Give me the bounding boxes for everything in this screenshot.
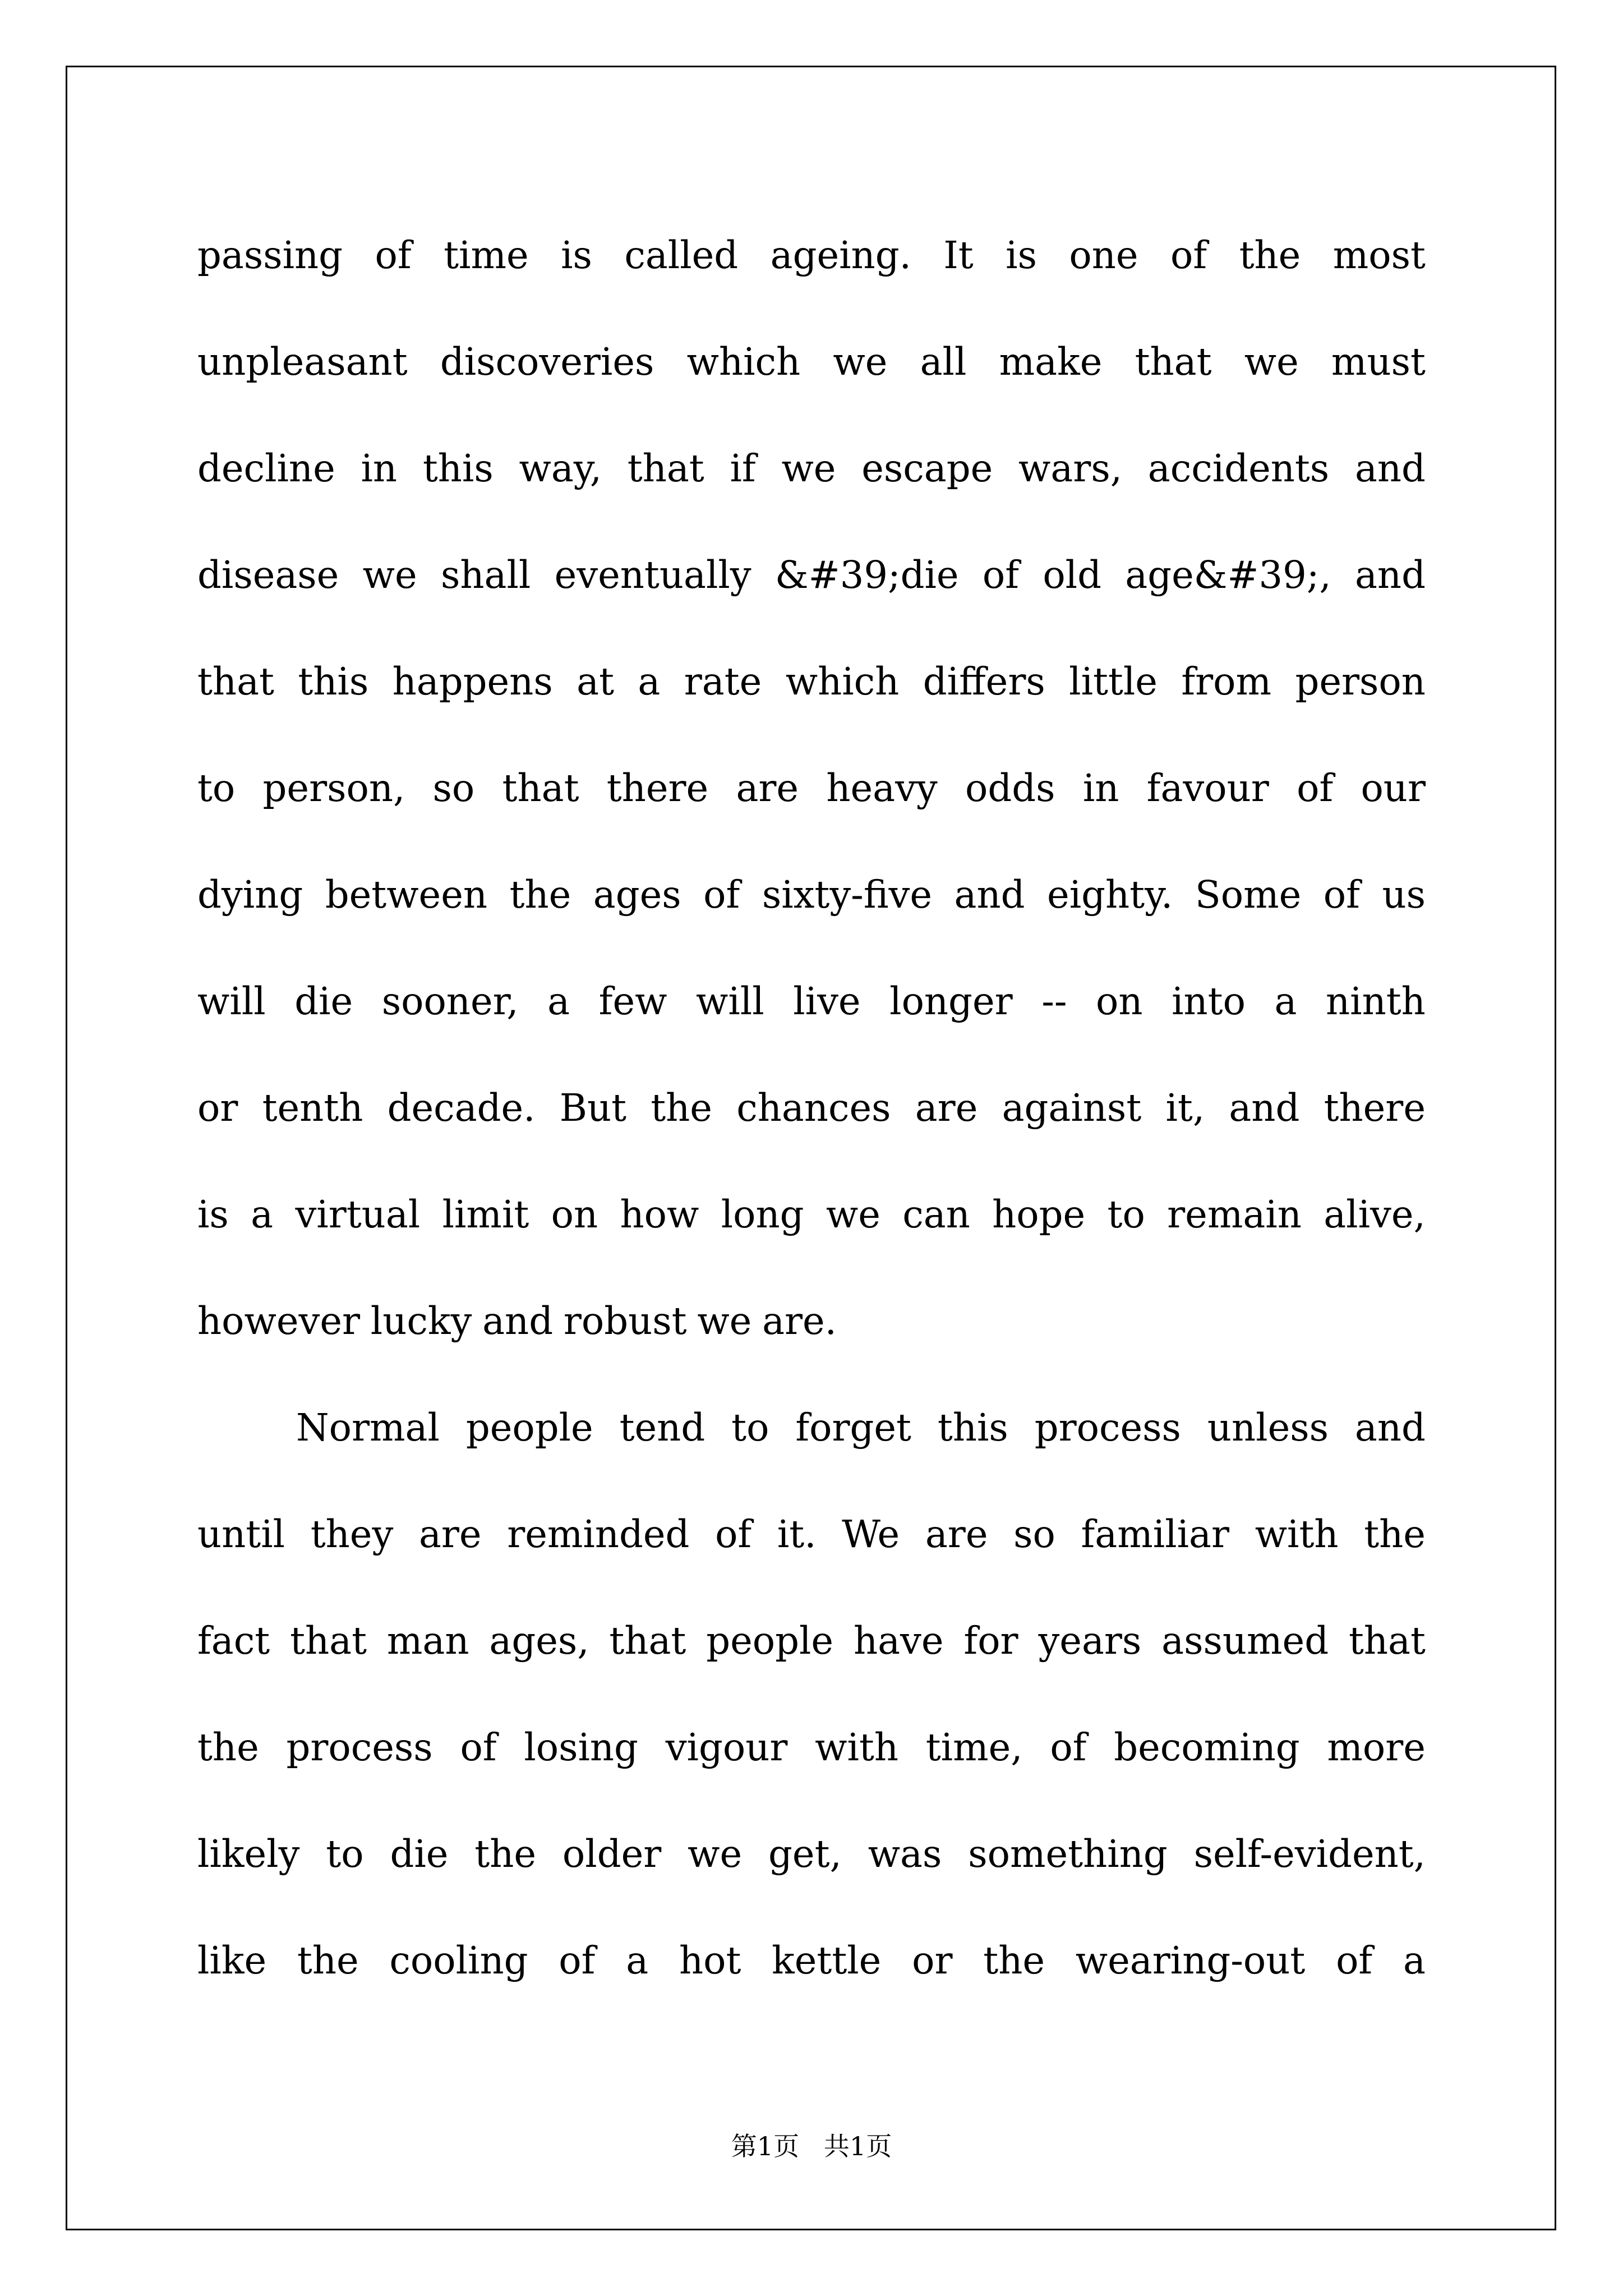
word: sixty-five [762, 873, 933, 917]
word: a [1274, 979, 1297, 1023]
word: to [731, 1406, 769, 1450]
word: But [559, 1086, 627, 1130]
word: Normal [296, 1406, 440, 1450]
word: a [251, 1193, 274, 1236]
word: a [638, 660, 661, 703]
word: to [1107, 1193, 1145, 1236]
word: there [606, 766, 709, 810]
word: that [1348, 1619, 1426, 1663]
word: sooner, [381, 979, 519, 1023]
word: is [561, 233, 592, 277]
text-line [197, 841, 1426, 948]
word: are [925, 1512, 988, 1556]
text-line [197, 1694, 1426, 1801]
word: dying [197, 873, 303, 917]
word: die [390, 1832, 449, 1876]
word: which [686, 340, 801, 384]
word: man [386, 1619, 469, 1663]
text-line [197, 415, 1426, 522]
word: we [826, 1193, 880, 1236]
word: familiar [1081, 1512, 1230, 1556]
word: it. [777, 1512, 817, 1556]
word: this [937, 1406, 1008, 1450]
word: robust [563, 1299, 687, 1343]
text-line [197, 1588, 1426, 1694]
word: alive, [1324, 1193, 1426, 1236]
word: odds [965, 766, 1055, 810]
word: like [197, 1939, 267, 1982]
word: and [1354, 1406, 1426, 1450]
word: our [1361, 766, 1426, 810]
word: the [983, 1939, 1045, 1982]
word: person, [262, 766, 405, 810]
word: tenth [262, 1086, 363, 1130]
word: if [730, 447, 756, 490]
word: wars, [1018, 447, 1123, 490]
text-line [197, 309, 1426, 415]
word: way, [519, 447, 602, 490]
word: for [963, 1619, 1018, 1663]
word: between [325, 873, 487, 917]
word: most [1332, 233, 1426, 277]
word: shall [440, 553, 531, 597]
word: &#39;die [774, 553, 959, 597]
text-line [197, 522, 1426, 628]
text-line [197, 1161, 1426, 1268]
word: that [197, 660, 274, 703]
word: of [982, 553, 1019, 597]
word: the [651, 1086, 712, 1130]
word: and [1229, 1086, 1300, 1130]
word: will [696, 979, 764, 1023]
body-text [197, 202, 1426, 2014]
word: against [1002, 1086, 1142, 1130]
word: little [1069, 660, 1158, 703]
word: on [551, 1193, 598, 1236]
word: of [460, 1726, 497, 1769]
word: decade. [387, 1086, 536, 1130]
word: heavy [826, 766, 938, 810]
word: is [197, 1193, 229, 1236]
word: can [902, 1193, 970, 1236]
word: the [197, 1726, 259, 1769]
text-line [197, 1055, 1426, 1161]
word: all [920, 340, 967, 384]
word: remain [1167, 1193, 1302, 1236]
word: time, [925, 1726, 1023, 1769]
word: happens [392, 660, 553, 703]
word: a [1403, 1939, 1426, 1982]
word: person [1295, 660, 1426, 703]
word: are. [762, 1299, 837, 1343]
word: and [954, 873, 1025, 917]
word: more [1327, 1726, 1426, 1769]
word: how [620, 1193, 699, 1236]
word: people [706, 1619, 834, 1663]
word: a [626, 1939, 649, 1982]
word: likely [197, 1832, 300, 1876]
word: are [418, 1512, 482, 1556]
text-line [197, 948, 1426, 1055]
word: process [286, 1726, 433, 1769]
word: favour [1146, 766, 1269, 810]
word: they [310, 1512, 394, 1556]
word: that [290, 1619, 367, 1663]
word: people [465, 1406, 593, 1450]
word: one [1069, 233, 1138, 277]
word: and [1354, 553, 1426, 597]
word: and [1354, 447, 1426, 490]
word: that [1135, 340, 1212, 384]
text-line-paragraph-start [197, 1374, 1426, 1481]
word: cooling [389, 1939, 528, 1982]
word: of [559, 1939, 596, 1982]
word: we [781, 447, 836, 490]
word: vigour [665, 1726, 788, 1769]
word: is [1006, 233, 1037, 277]
word: reminded [507, 1512, 690, 1556]
word: are [915, 1086, 978, 1130]
word: ninth [1326, 979, 1426, 1023]
word: ages [593, 873, 681, 917]
word: get, [768, 1832, 842, 1876]
word: us [1382, 873, 1426, 917]
word: eventually [554, 553, 751, 597]
text-line [197, 1801, 1426, 1907]
word: from [1181, 660, 1272, 703]
word: this [422, 447, 494, 490]
word: the [509, 873, 571, 917]
word: with [815, 1726, 898, 1769]
word: this [298, 660, 369, 703]
word: so [1013, 1512, 1055, 1556]
word: assumed [1161, 1619, 1329, 1663]
word: in [1082, 766, 1119, 810]
word: of [1170, 233, 1207, 277]
word: -- [1041, 979, 1067, 1023]
word: longer [889, 979, 1013, 1023]
word: ageing. [770, 233, 911, 277]
word: on [1096, 979, 1143, 1023]
word: losing [524, 1726, 638, 1769]
text-line [197, 1481, 1426, 1588]
word: that [627, 447, 704, 490]
page-number-footer: 第1页 共1页 [731, 2131, 892, 2161]
word: of [1323, 873, 1360, 917]
word: that [502, 766, 579, 810]
text-line [197, 202, 1426, 309]
word: until [197, 1512, 285, 1556]
word: time [444, 233, 529, 277]
word: of [1297, 766, 1334, 810]
word: are [736, 766, 799, 810]
word: will [197, 979, 266, 1023]
word: however [197, 1299, 361, 1343]
word: discoveries [440, 340, 654, 384]
word: have [853, 1619, 944, 1663]
word: of [1050, 1726, 1087, 1769]
word: fact [197, 1619, 270, 1663]
word: a [547, 979, 570, 1023]
word: we [362, 553, 417, 597]
text-line [197, 628, 1426, 735]
word: few [598, 979, 667, 1023]
word: becoming [1114, 1726, 1300, 1769]
word: eighty. [1047, 873, 1173, 917]
word: self-evident, [1193, 1832, 1426, 1876]
word: forget [795, 1406, 911, 1450]
word: or [197, 1086, 238, 1130]
word: long [721, 1193, 804, 1236]
word: limit [442, 1193, 529, 1236]
word: of [703, 873, 740, 917]
word: virtual [295, 1193, 421, 1236]
word: we [688, 1832, 743, 1876]
word: the [1239, 233, 1301, 277]
word: to [197, 766, 236, 810]
word: something [968, 1832, 1168, 1876]
word: kettle [772, 1939, 882, 1982]
word: into [1172, 979, 1246, 1023]
word: chances [736, 1086, 891, 1130]
word: the [1364, 1512, 1426, 1556]
word: we [1244, 340, 1299, 384]
word: older [562, 1832, 662, 1876]
word: the [297, 1939, 359, 1982]
word: must [1331, 340, 1426, 384]
word: hope [992, 1193, 1086, 1236]
word: and [482, 1299, 554, 1343]
word: differs [923, 660, 1045, 703]
word: there [1324, 1086, 1426, 1130]
word: was [868, 1832, 942, 1876]
word: of [375, 233, 412, 277]
word: so [432, 766, 475, 810]
text-line [197, 1907, 1426, 2014]
word: called [624, 233, 739, 277]
word: to [326, 1832, 364, 1876]
word: unless [1207, 1406, 1329, 1450]
word: years [1038, 1619, 1142, 1663]
word: tend [619, 1406, 706, 1450]
word: rate [684, 660, 762, 703]
word: we [697, 1299, 752, 1343]
word: we [833, 340, 888, 384]
word: at [577, 660, 614, 703]
word: or [912, 1939, 953, 1982]
word: age&#39;, [1125, 553, 1331, 597]
word: unpleasant [197, 340, 408, 384]
word: die [294, 979, 353, 1023]
word: We [842, 1512, 900, 1556]
text-line-paragraph-end [197, 1268, 1426, 1374]
word: disease [197, 553, 339, 597]
word: in [361, 447, 398, 490]
word: live [793, 979, 861, 1023]
word: make [999, 340, 1103, 384]
word: which [785, 660, 900, 703]
word: hot [679, 1939, 741, 1982]
word: lucky [370, 1299, 472, 1343]
word: old [1043, 553, 1101, 597]
word: that [609, 1619, 686, 1663]
word: the [474, 1832, 537, 1876]
word: decline [197, 447, 335, 490]
word: ages, [489, 1619, 589, 1663]
word: it, [1165, 1086, 1205, 1130]
word: Some [1195, 873, 1302, 917]
word: of [1336, 1939, 1373, 1982]
word: It [943, 233, 974, 277]
word: with [1255, 1512, 1339, 1556]
word: accidents [1147, 447, 1330, 490]
word: of [715, 1512, 752, 1556]
text-line [197, 735, 1426, 841]
word: wearing-out [1075, 1939, 1306, 1982]
word: process [1034, 1406, 1181, 1450]
word: passing [197, 233, 343, 277]
word: escape [861, 447, 993, 490]
